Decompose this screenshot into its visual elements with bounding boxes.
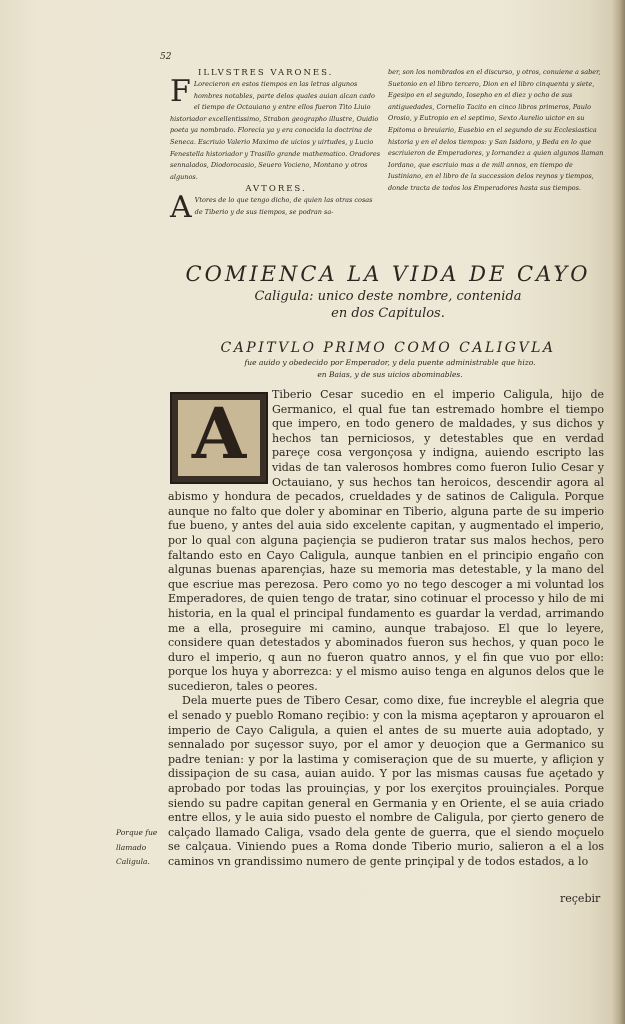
margin-note: Porque fue llamado Caligula. [116,828,158,867]
subtitle-line-2: en dos Capitulos. [331,306,445,321]
chapter-heading: CAPITVLO PRIMO COMO CALIGVLA [220,340,556,356]
body-paragraph-2: Dela muerte pues de Tibero Cesar, como dixe, fue increyble el alegria que el senado y pueblo Romano reçibio: y con la misma açeptaron y aprouaron el imperio de Cayo Caligula, a quien el antes de su muerte auia adoptado, y sennalado por suçessor suyo, por el amor y deuoçion que a Germanico su padre tenian: y por la lastima y comiseraçion que de su muerte, y afliçion y dissipaçion de su casa, auian auido. Y por las mismas causas fue açetado y aprobado por todas las prouinçias, y por los exerçitos prouinçiales. Porque siendo su padre capitan general en Germania y en Oriente, el se auia criado entre ellos, y le auia sido puesto el nombre de Caligula, por çierto genero de calçado llamado Caliga, vsado dela gente de guerra, que el siendo moçuelo se calçaua. Viniendo pues a Roma donde Tiberio murio, salieron a el a los caminos vn grandissimo numero de gente prinçipal y de todos estados, a lo [168,694,604,868]
autores-paragraph [170,190,382,226]
sidebar-text: Lorecieron en estos tiempos en las letras algunos hombres notables, parte delos quales auian alcan cado el tiempo de Octauiano y entre ellos fueron Tito Liuio historiador excellentissimo, Strabon geographo illustre, Ouidio poeta ya nombrado. Florecia ya y era conocida la doctrina de Seneca. Escriuio Valerio Maximo de uicios y uirtudes, y Lucio Fenestella historiador y Trasillo grande mathematico. Oradores sennalados, Diodorocasio, Seuero Vocieno, Montano y otros algunos. [170,80,381,181]
autores-text: Vtores de lo que tengo dicho, de quien las otras cosas de Tiberio y de sus tiempos, se podran sa- [194,196,373,216]
section-heading-illustres: ILLVSTRES VARONES. [198,68,334,78]
subtitle [168,288,608,322]
subtitle-line-1: Caligula: unico deste nombre, contenida [254,289,522,304]
sidebar-left-column [170,67,382,226]
body-paragraph-1: Tiberio Cesar sucedio en el imperio Caligula, hijo de Germanico, el qual fue tan estremado hombre el tiempo que impero, en todo genero de maldades, y sus dichos y hechos tan perniciosos, y detestables que en verdad pareçe cosa vergonçosa y indigna, auiendo escripto las vidas de tan valerosos hombres como fueron Iulio Cesar y Octauiano, y sus hechos tan heroicos, descendir agora al abismo y hondura de pecados, crueldades y de satinos de Caligula. Porque aunque no falto que doler y abominar en Tiberio, alguna parte de su imperio fue bueno, y antes del auia sido excelente capitan, y augmentado el imperio, por lo qual con alguna paçiençia se pudieron tratar sus malos hechos, pero faltando esto en Cayo Caligula, aunque tanbien en el principio engaño con algunas buenas aparençias, haze su memoria mas detestable, y la mano del que escriue mas perezosa. Pero como yo no tego descoger a mi voluntad los Emperadores, de quien tengo de tratar, sino cotinuar el processo y hilo de mi historia, en la qual el principal fundamento es guardar la verdad, arrimando me a ella, proseguire mi camino, aunque trabajoso. El que lo leyere, considere quan detestados y abominados fueron sus hechos, y quan poco le duro el imperio, q aun no fueron quatro annos, y el fin que vuo por ello: porque los huya y aborrezca: y el mismo auiso tenga en algunos delos que le sucedieron, tales o peores. [168,388,604,693]
main-title: COMIENCA LA VIDA DE CAYO [185,262,591,286]
catchword: reçebir [560,892,601,905]
sidebar-paragraph [170,74,382,183]
chapter-sub-line-2: en Baias, y de sus uicios abominables. [317,370,463,379]
ornamental-initial [170,392,268,484]
ornament-letter: A [191,392,247,475]
sidebar-right-column: ber, son los nombrados en el discurso, y otros, conuiene a saber, Suetonio en el libro tercero, Dion en el libro cinquenta y siete, Egesipo en el segundo, Iosepho en el diez y ocho de sus antiguedades, Cornelio Tacito en cinco libros primeros, Paulo Orosio, y Eutropio en el septimo, Sexto Aurelio uictor en su Epitoma o breuiario, Eusebio en el segundo de su Ecclesiastica historia y en el delos tiempos: y San Isidoro, y Beda en lo que escriuieron de Emperadores, y Iornandez a quien algunos llaman Iordano, que escriuio mas a de mill annos, en tiempo de Iustiniano, en el libro de la succession delos reynos y tiempos, donde tracta de todos los Emperadores hasta sus tiempos. [388,68,604,192]
chapter-sub-line-1: fue auido y obedecido por Emperador, y dela puente administrable que hizo. [244,358,536,367]
drop-letter-a: A [170,190,192,226]
section-heading-autores: AVTORES. [245,184,307,195]
drop-letter-f: F [170,74,191,109]
page-gutter [611,0,625,1024]
chapter-subheading [190,357,590,381]
page-number: 52 [160,52,172,62]
